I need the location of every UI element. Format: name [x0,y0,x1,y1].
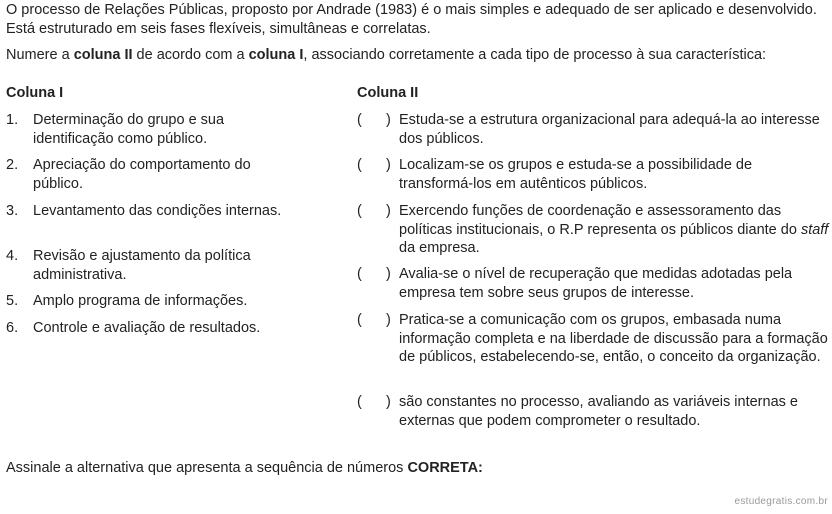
item-number: 5. [6,293,19,309]
item-text: Amplo programa de informações. [33,293,248,309]
watermark: estudegratis.com.br [734,495,828,507]
column-2-header: Coluna II [357,85,419,101]
item-text: Levantamento das condições internas. [33,203,282,219]
instruction-bold-col1: coluna I [248,47,304,63]
footer-text: Assinale a alternativa que apresenta a sequência de números [6,460,408,476]
question-footer [6,459,483,478]
item-text: Pratica-se a comunicação com os grupos, embasada numa informação completa e na liberdade de discussão para a formação de públicos, estabelecendo-se, então, o conceito da organização. [399,312,828,365]
question-intro [6,1,828,38]
instruction-text: , associando corretamente a cada tipo de processo à sua característica: [303,47,767,63]
item-text: Localizam-se os grupos e estuda-se a possibilidade de transformá-los em autênticos públicos. [399,157,753,192]
item-text: são constantes no processo, avaliando as variáveis internas e externas que podem comprometer o resultado. [399,394,798,429]
item-text: Estuda-se a estrutura organizacional para adequá-la ao interesse dos públicos. [399,112,820,147]
item-number: 4. [6,248,19,264]
item-number: 2. [6,157,19,173]
answer-blank[interactable]: ( ) [357,112,391,128]
item-text: Apreciação do comportamento do público. [33,157,251,192]
answer-blank[interactable]: ( ) [357,266,391,282]
answer-blank[interactable]: ( ) [357,394,391,410]
item-text-part: da empresa. [399,240,480,256]
instruction-text: de acordo com a [132,47,249,63]
item-text: Avalia-se o nível de recuperação que medidas adotadas pela empresa tem sobre seus grupos de interesse. [399,266,793,301]
item-text-italic: staff [800,221,829,238]
question-instruction [6,46,828,65]
answer-blank[interactable]: ( ) [357,312,391,328]
instruction-text: Numere a [6,47,74,63]
item-number: 1. [6,112,19,128]
intro-line-1: O processo de Relações Públicas, proposto por Andrade (1983) é o mais simples e adequado de ser aplicado e desenvolvido. [6,2,817,18]
intro-line-2: Está estruturado em seis fases flexíveis, simultâneas e correlatas. [6,20,431,37]
item-text: Determinação do grupo e sua identificação como público. [33,112,225,147]
column-1-header: Coluna I [6,85,64,101]
item-number: 6. [6,320,19,336]
answer-blank[interactable]: ( ) [357,157,391,173]
item-number: 3. [6,203,19,219]
item-text: Controle e avaliação de resultados. [33,320,261,336]
instruction-bold-col2: coluna II [73,47,133,63]
item-text-part: Exercendo funções de coordenação e assessoramento das políticas institucionais, o R.P representa os públicos diante do [399,203,801,238]
footer-bold: CORRETA: [407,460,483,476]
item-text: Revisão e ajustamento da política administrativa. [33,248,251,283]
answer-blank[interactable]: ( ) [357,203,391,219]
item-text [399,202,829,258]
